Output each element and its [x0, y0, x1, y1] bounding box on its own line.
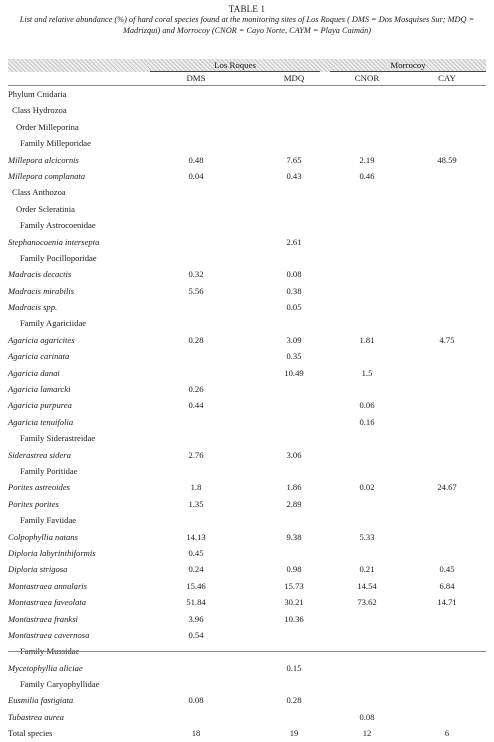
taxon-label: Family Agariciidae [20, 318, 87, 329]
table-row [0, 594, 494, 610]
table-row [0, 283, 494, 299]
table-row [0, 332, 494, 348]
cell-mdq: 3.06 [286, 449, 302, 460]
cell-mdq: 0.35 [286, 351, 302, 362]
table-row [0, 660, 494, 676]
cell-cnor: 5.33 [359, 531, 375, 542]
cell-mdq: 1.86 [286, 482, 302, 493]
cell-dms: 15.46 [186, 580, 206, 591]
cell-dms: 0.04 [188, 170, 204, 181]
cell-mdq: 10.36 [284, 613, 304, 624]
taxon-label: Family Pocilloporidae [20, 252, 97, 263]
table-caption [0, 4, 494, 36]
taxon-label: Family Astrocoenidae [20, 220, 96, 231]
cell-mdq: 15.73 [284, 580, 304, 591]
table-row [0, 430, 494, 446]
table-row [0, 184, 494, 200]
cell-mdq: 0.98 [286, 564, 302, 575]
cell-cnor: 73.62 [357, 597, 377, 608]
table-row [0, 217, 494, 233]
species-name: Diploria labyrinthiformis [8, 547, 96, 558]
cell-cay: 6 [444, 728, 450, 739]
species-name: Tubastrea aurea [8, 711, 64, 722]
cell-dms: 0.45 [188, 547, 204, 558]
cell-mdq: 0.28 [286, 695, 302, 706]
taxon-label: Family Caryophyllidae [20, 679, 100, 690]
cell-mdq: 30.21 [284, 597, 304, 608]
species-name: Millepora alcicornis [8, 154, 79, 165]
species-name: Madracis decactis [8, 269, 72, 280]
cell-cay: 14.71 [437, 597, 457, 608]
cell-cnor: 0.21 [359, 564, 375, 575]
cell-dms: 5.56 [188, 285, 204, 296]
species-name: Montastraea franksi [8, 613, 78, 624]
table-row [0, 102, 494, 118]
taxon-label: Family Siderastreidae [20, 433, 96, 444]
species-name: Agaricia carinata [8, 351, 70, 362]
taxon-label: Total species [8, 728, 53, 739]
table-row [0, 365, 494, 381]
cell-mdq: 0.43 [286, 170, 302, 181]
table-title: List and relative abundance (%) of hard coral species found at the monitoring sites of Los Roques ( DMS = Dos Mosquises Sur; MDQ = Madrizqui) and Morrocoy (CNOR = Cayo Norte, CAYM = Playa Caimán) [19, 15, 475, 35]
species-name: Porites astreoides [8, 482, 70, 493]
cell-mdq: 10.49 [284, 367, 304, 378]
cell-cay: 6.84 [439, 580, 455, 591]
species-name: Montastraea cavernosa [8, 629, 90, 640]
cell-mdq: 0.15 [286, 662, 302, 673]
table-number: TABLE 1 [228, 4, 266, 14]
species-name: Agaricia purpurea [8, 400, 72, 411]
cell-dms: 0.32 [188, 269, 204, 280]
group-los-roques: Los Roques [214, 60, 256, 70]
species-name: Eusmilia fastigiata [8, 695, 74, 706]
group-underline-los-roques [150, 71, 320, 72]
cell-dms: 0.44 [188, 400, 204, 411]
cell-cnor: 0.16 [359, 416, 375, 427]
table-row [0, 545, 494, 561]
cell-dms: 2.76 [188, 449, 204, 460]
table-row [0, 529, 494, 545]
cell-cay: 48.59 [437, 154, 457, 165]
taxon-label: Family Milleporidae [20, 138, 91, 149]
cell-cnor: 14.54 [357, 580, 377, 591]
table-row [0, 512, 494, 528]
cell-dms: 0.48 [188, 154, 204, 165]
species-name: Madracis spp. [8, 302, 58, 313]
table-row [0, 119, 494, 135]
species-name: Siderastrea sidera [8, 449, 71, 460]
taxon-label: Family Faviidae [20, 515, 77, 526]
cell-dms: 18 [191, 728, 201, 739]
cell-cay: 24.67 [437, 482, 457, 493]
cell-dms: 1.8 [190, 482, 202, 493]
cell-cnor: 1.5 [361, 367, 373, 378]
cell-cay: 4.75 [439, 334, 455, 345]
cell-mdq: 3.09 [286, 334, 302, 345]
cell-mdq: 0.08 [286, 269, 302, 280]
table-row [0, 725, 494, 741]
table-row [0, 611, 494, 627]
table-row [0, 348, 494, 364]
species-name: Millepora complanata [8, 170, 86, 181]
cell-mdq: 19 [289, 728, 299, 739]
table-row [0, 201, 494, 217]
table-row [0, 561, 494, 577]
cell-cnor: 0.46 [359, 170, 375, 181]
table-row [0, 299, 494, 315]
cell-cnor: 0.06 [359, 400, 375, 411]
taxon-label: Phylum Cnidaria [8, 89, 67, 99]
col-header-cnor: CNOR [354, 73, 380, 83]
table-row [0, 709, 494, 725]
cell-dms: 51.84 [186, 597, 206, 608]
table-row [0, 447, 494, 463]
cell-dms: 0.26 [188, 384, 204, 395]
species-name: Agaricia lamarcki [8, 384, 71, 395]
cell-dms: 0.28 [188, 334, 204, 345]
table-row [0, 479, 494, 495]
cell-dms: 3.96 [188, 613, 204, 624]
cell-dms: 14.13 [186, 531, 206, 542]
cell-mdq: 0.38 [286, 285, 302, 296]
table-row [0, 692, 494, 708]
table-body [0, 86, 494, 742]
col-header-mdq: MDQ [283, 73, 305, 83]
table-row [0, 676, 494, 692]
cell-dms: 0.08 [188, 695, 204, 706]
table-row [0, 381, 494, 397]
species-name: Mycetophyllia aliciae [8, 662, 83, 673]
group-underline-morrocoy [330, 71, 486, 72]
bottom-rule [8, 651, 486, 652]
cell-cnor: 2.19 [359, 154, 375, 165]
table-row [0, 496, 494, 512]
col-header-cay: CAY [438, 73, 456, 83]
table-row [0, 414, 494, 430]
cell-mdq: 2.61 [286, 236, 302, 247]
cell-cnor: 12 [362, 728, 372, 739]
species-name: Montastraea annularis [8, 580, 88, 591]
col-header-dms: DMS [186, 73, 206, 83]
species-name: Agaricia agaricites [8, 334, 75, 345]
cell-dms: 0.54 [188, 629, 204, 640]
cell-mdq: 9.38 [286, 531, 302, 542]
species-name: Porites porites [8, 498, 59, 509]
taxon-label: Class Hydrozoa [12, 105, 67, 116]
table-row [0, 266, 494, 282]
taxon-label: Order Milleporina [16, 121, 79, 132]
table-row [0, 168, 494, 184]
cell-cnor: 1.81 [359, 334, 375, 345]
table-row [0, 578, 494, 594]
table-row [0, 627, 494, 643]
table-row [0, 152, 494, 168]
species-name: Montastraea faveolata [8, 597, 87, 608]
species-name: Madracis mirabilis [8, 285, 75, 296]
cell-cnor: 0.08 [359, 711, 375, 722]
table-row [0, 135, 494, 151]
taxon-label: Class Anthozoa [12, 187, 66, 198]
table-row [0, 315, 494, 331]
cell-mdq: 7.65 [286, 154, 302, 165]
species-name: Colpophyllia natans [8, 531, 78, 542]
taxon-label: Order Scleratinia [16, 203, 75, 214]
cell-dms: 0.24 [188, 564, 204, 575]
table-row [0, 397, 494, 413]
cell-cnor: 0.02 [359, 482, 375, 493]
cell-dms: 1.35 [188, 498, 204, 509]
species-name: Diploria strigosa [8, 564, 68, 575]
species-name: Agaricia danai [8, 367, 60, 378]
cell-cay: 0.45 [439, 564, 455, 575]
taxon-label: Family Poritidae [20, 465, 78, 476]
table-row [0, 463, 494, 479]
table-row [0, 250, 494, 266]
group-morrocoy: Morrocoy [390, 60, 426, 70]
table-row [0, 234, 494, 250]
species-name: Agaricia tenuifolia [8, 416, 74, 427]
table-row [0, 86, 494, 102]
cell-mdq: 0.05 [286, 302, 302, 313]
cell-mdq: 2.89 [286, 498, 302, 509]
species-name: Stephanocoenia intersepta [8, 236, 100, 247]
